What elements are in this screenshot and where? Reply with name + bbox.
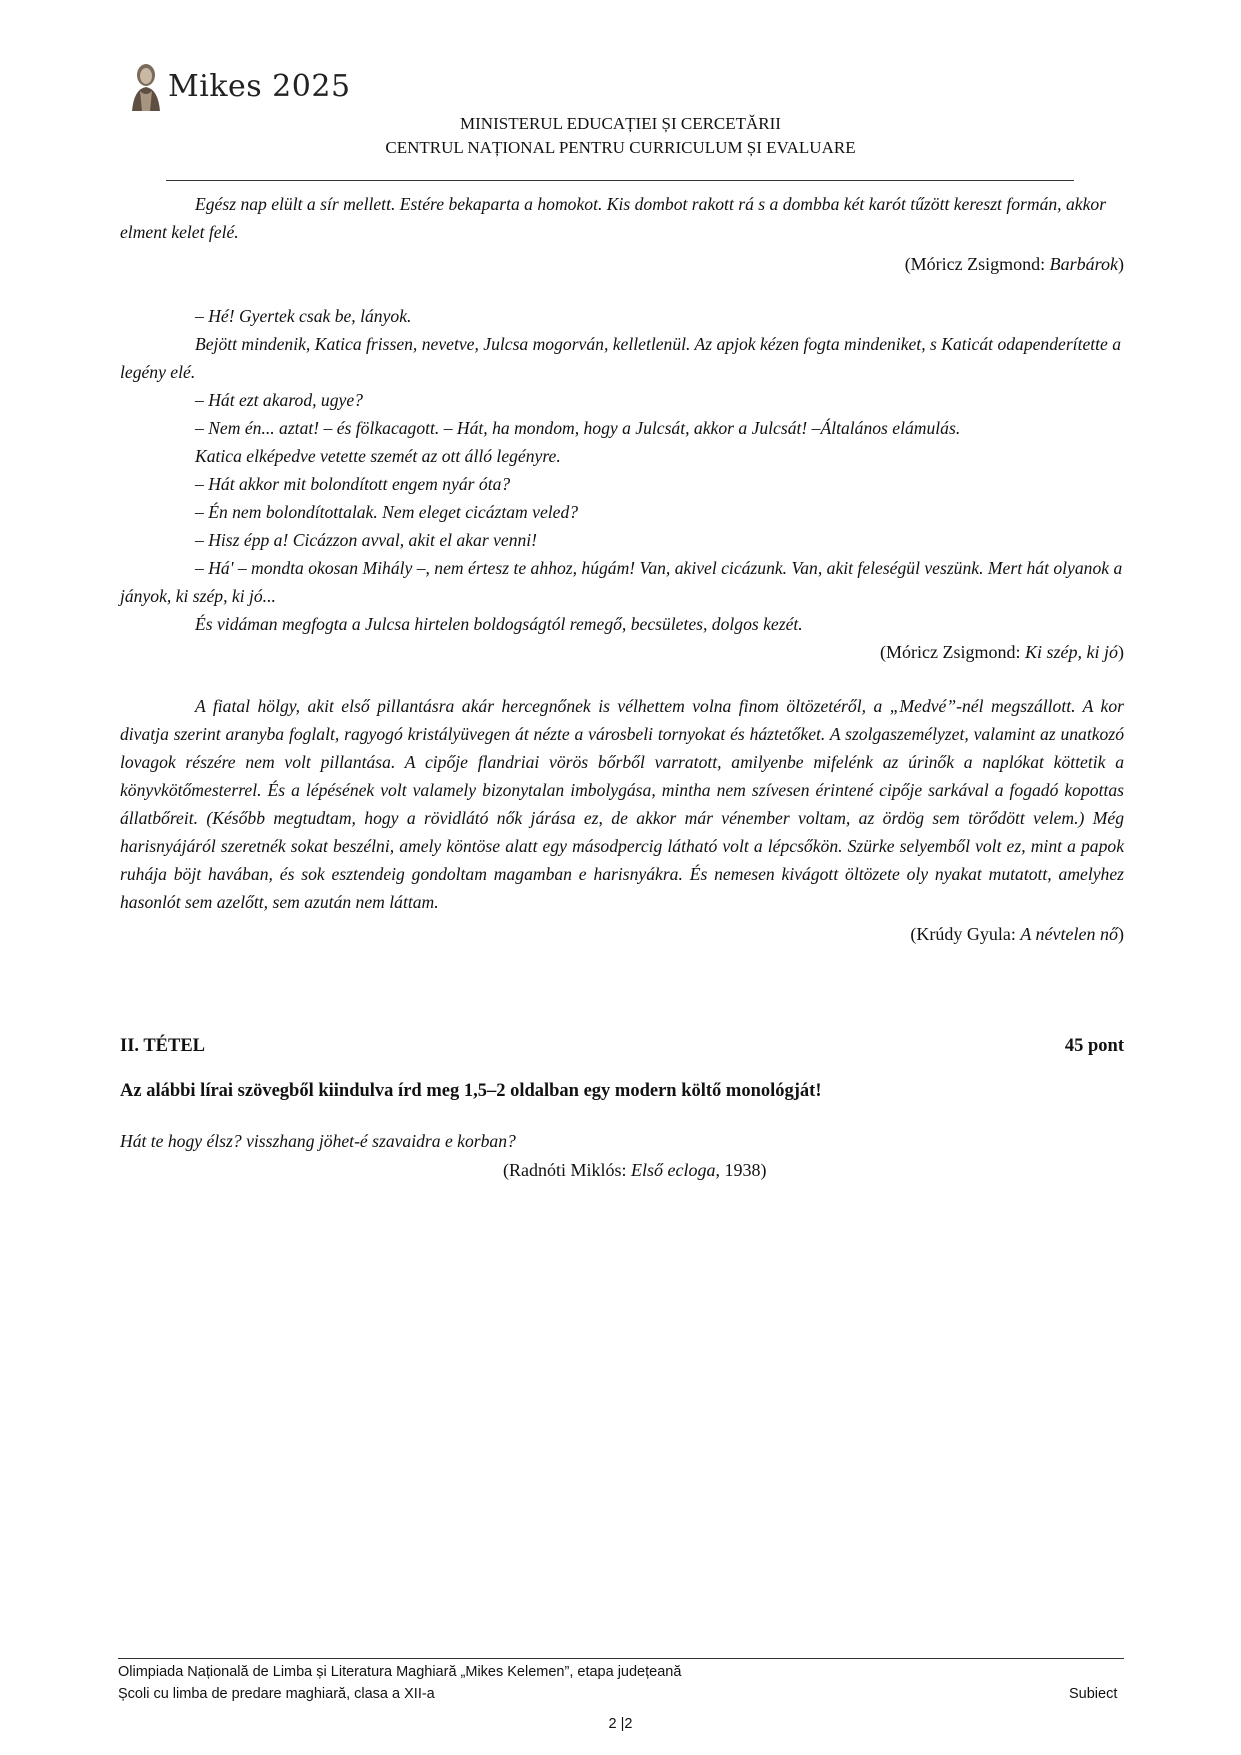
dialogue-line: Katica elképedve vetette szemét az ott álló legényre.	[195, 446, 561, 466]
portrait-icon	[128, 61, 164, 111]
ministry-line2: CENTRUL NAȚIONAL PENTRU CURRICULUM ȘI EVALUARE	[385, 138, 856, 157]
passage-1-citation: (Móricz Zsigmond: Barbárok)	[904, 254, 1124, 274]
motto-text: Hát te hogy élsz? visszhang jöhet-é szavaidra e korban?	[120, 1131, 516, 1151]
motto-title: Első ecloga	[631, 1160, 716, 1180]
dialogue-line: – Hát akkor mit bolondított engem nyár óta?	[195, 474, 511, 494]
passage-2	[120, 302, 1124, 666]
dialogue-line: – Há' – mondta okosan Mihály –, nem értesz te ahhoz, húgám! Van, akivel cicázunk. Van, akit feleségül veszünk. Mert hát olyanok a jányok, ki szép, ki jó...	[120, 558, 1123, 606]
task-instruction: Az alábbi lírai szövegből kiindulva írd meg 1,5–2 oldalban egy modern költő monológját!	[120, 1081, 822, 1101]
passage-3-text: A fiatal hölgy, akit első pillantásra akár hercegnőnek is vélhettem volna finom öltözetéről, a „Medvé”-nél megszállott. A kor divatja szerint aranyba foglalt, ragyogó kristályüvegen át nézte a városbeli tornyokat és háztetőket. A szolgaszemélyzet, valamint az unatkozó lovagok részére nem volt pillantása. A cipője flandriai vörös bőrből varratott, amilyenbe mifelénk az úrinők a naplókat köttetik a könyvkötőmesterrel. És a lépésének volt valamely bizonytalan imbolygása, mintha nem szívesen érintené cipője sarkával a fogadó kopottas állatbőreit. (Később megtudtam, hogy a rövidlátó nők járása ez, de akkor már vénember voltam, az ördög sem törődött velem.) Még harisnyájáról szeretnék sokat beszélni, amely köntöse alatt egy másodpercig látható volt a lépcsőkön. Szürke selyemből volt ez, mint a papok ruhája böjt havában, és sok esztendeig gondoltam magamban e harisnyákra. És nemesen kivágott öltözete oly nyakat mutatott, amelyhez hasonlót sem azelőtt, sem azután nem láttam.	[120, 696, 1124, 912]
dialogue-line: – Én nem bolondítottalak. Nem eleget cicáztam veled?	[195, 502, 579, 522]
passage-2-citation: (Móricz Zsigmond: Ki szép, ki jó)	[880, 642, 1124, 662]
section-points: 45 pont	[1064, 1036, 1124, 1056]
passage-1-text: Egész nap elült a sír mellett. Estére bekaparta a homokot. Kis dombot rakott rá s a dombba két karót tűzött kereszt formán, akkor elment kelet felé.	[120, 194, 1107, 242]
footer-label: Subiect	[1069, 1686, 1118, 1702]
section-title: II. TÉTEL	[120, 1036, 206, 1056]
passage-1-title: Barbárok	[1049, 254, 1118, 274]
dialogue-line: – Hé! Gyertek csak be, lányok.	[195, 306, 412, 326]
footer-divider	[118, 1658, 1124, 1659]
ministry-line1: MINISTERUL EDUCAȚIEI ȘI CERCETĂRII	[460, 114, 781, 133]
dialogue-line: – Hisz épp a! Cicázzon avval, akit el akar venni!	[195, 530, 538, 550]
dialogue-line: – Nem én... aztat! – és fölkacagott. – Hát, ha mondom, hogy a Julcsát, akkor a Julcsát! –Általános elámulás.	[195, 418, 961, 438]
logo-text: Mikes 2025	[168, 68, 351, 104]
dialogue-line: És vidáman megfogta a Julcsa hirtelen boldogságtól remegő, becsületes, dolgos kezét.	[195, 614, 803, 634]
section-heading	[120, 1036, 1124, 1057]
logo	[128, 56, 351, 116]
passage-2-title: Ki szép, ki jó	[1025, 642, 1118, 662]
passage-1	[120, 190, 1124, 278]
header-divider	[166, 180, 1074, 181]
page-number: 2 |2	[608, 1716, 633, 1732]
passage-3	[120, 692, 1124, 948]
passage-3-citation: (Krúdy Gyula: A névtelen nő)	[910, 924, 1124, 944]
motto-citation: (Radnóti Miklós: Első ecloga, 1938)	[503, 1160, 767, 1180]
footer-olympiad: Olimpiada Națională de Limba și Literatura Maghiară „Mikes Kelemen”, etapa județeană	[118, 1664, 682, 1680]
footer-school: Școli cu limba de predare maghiară, clasa a XII-a	[118, 1686, 435, 1702]
dialogue-line: – Hát ezt akarod, ugye?	[195, 390, 363, 410]
passage-3-title: A névtelen nő	[1020, 924, 1118, 944]
dialogue-line: Bejött mindenik, Katica frissen, nevetve, Julcsa mogorván, kelletlenül. Az apjok kézen fogta mindeniket, s Katicát odapenderítette a legény elé.	[120, 334, 1122, 382]
